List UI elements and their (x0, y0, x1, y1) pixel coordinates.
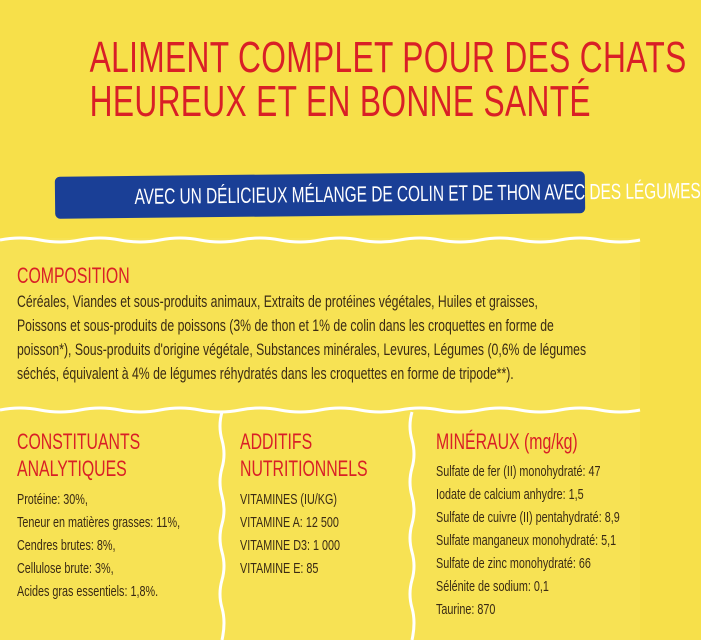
composition-line: Céréales, Viandes et sous-produits animaux, Extraits de protéines végétales, Huiles et graisses, (17, 292, 538, 311)
list-item: Sulfate de zinc monohydraté: 66 (436, 555, 591, 572)
top-wavy-divider (0, 236, 640, 244)
mineraux-title (436, 428, 620, 455)
constituants-title-line-1: CONSTITUANTS (17, 429, 141, 454)
list-item: Cellulose brute: 3%, (17, 560, 114, 577)
mineraux-list (436, 460, 620, 621)
list-item: Iodate de calcium anhydre: 1,5 (436, 486, 584, 503)
list-item: VITAMINE A: 12 500 (240, 514, 339, 531)
constituants-column (17, 428, 244, 603)
composition-text (17, 290, 607, 386)
list-item: VITAMINE D3: 1 000 (240, 537, 341, 554)
additifs-title-line-2: NUTRITIONNELS (240, 456, 368, 481)
additifs-title-line-1: ADDITIFS (240, 429, 313, 454)
constituants-title (17, 428, 180, 482)
middle-wavy-divider (0, 406, 640, 414)
additifs-list (240, 488, 368, 580)
list-item: Protéine: 30%, (17, 491, 88, 508)
list-item: VITAMINES (IU/KG) (240, 491, 338, 508)
constituants-title-line-2: ANALYTIQUES (17, 456, 127, 481)
list-item: Taurine: 870 (436, 601, 496, 618)
main-heading (89, 33, 687, 126)
mineraux-column (436, 428, 691, 621)
constituants-list (17, 488, 180, 603)
heading-line-1: ALIMENT COMPLET POUR DES CHATS (89, 33, 687, 82)
list-item: Sélénite de sodium: 0,1 (436, 578, 549, 595)
list-item: VITAMINE E: 85 (240, 560, 319, 577)
additifs-column (240, 428, 417, 580)
mineraux-unit: (mg/kg) (524, 429, 578, 454)
heading-line-2: HEUREUX ET EN BONNE SANTÉ (89, 77, 591, 126)
list-item: Sulfate de cuivre (II) pentahydraté: 8,9 (436, 509, 620, 526)
composition-line: séchés, équivalent à 4% de légumes réhydratés dans les croquettes en forme de tripode**). (17, 364, 514, 383)
list-item: Teneur en matières grasses: 11%, (17, 514, 181, 531)
subtitle-banner (55, 171, 701, 219)
list-item: Sulfate manganeux monohydraté: 5,1 (436, 532, 617, 549)
banner-text: AVEC UN DÉLICIEUX MÉLANGE DE COLIN ET DE THON AVEC DES LÉGUMES (134, 178, 701, 209)
mineraux-title-text: MINÉRAUX (436, 429, 520, 454)
composition-title: COMPOSITION (17, 263, 130, 288)
list-item: Cendres brutes: 8%, (17, 537, 116, 554)
list-item: Acides gras essentiels: 1,8%. (17, 583, 159, 600)
list-item: Sulfate de fer (II) monohydraté: 47 (436, 463, 601, 480)
composition-line: Poissons et sous-produits de poissons (3% de thon et 1% de colin dans les croquettes en forme de (17, 316, 554, 335)
additifs-title (240, 428, 368, 482)
composition-line: poisson*), Sous-produits d'origine végétale, Substances minérales, Levures, Légumes (0,6% de légumes (17, 340, 587, 359)
